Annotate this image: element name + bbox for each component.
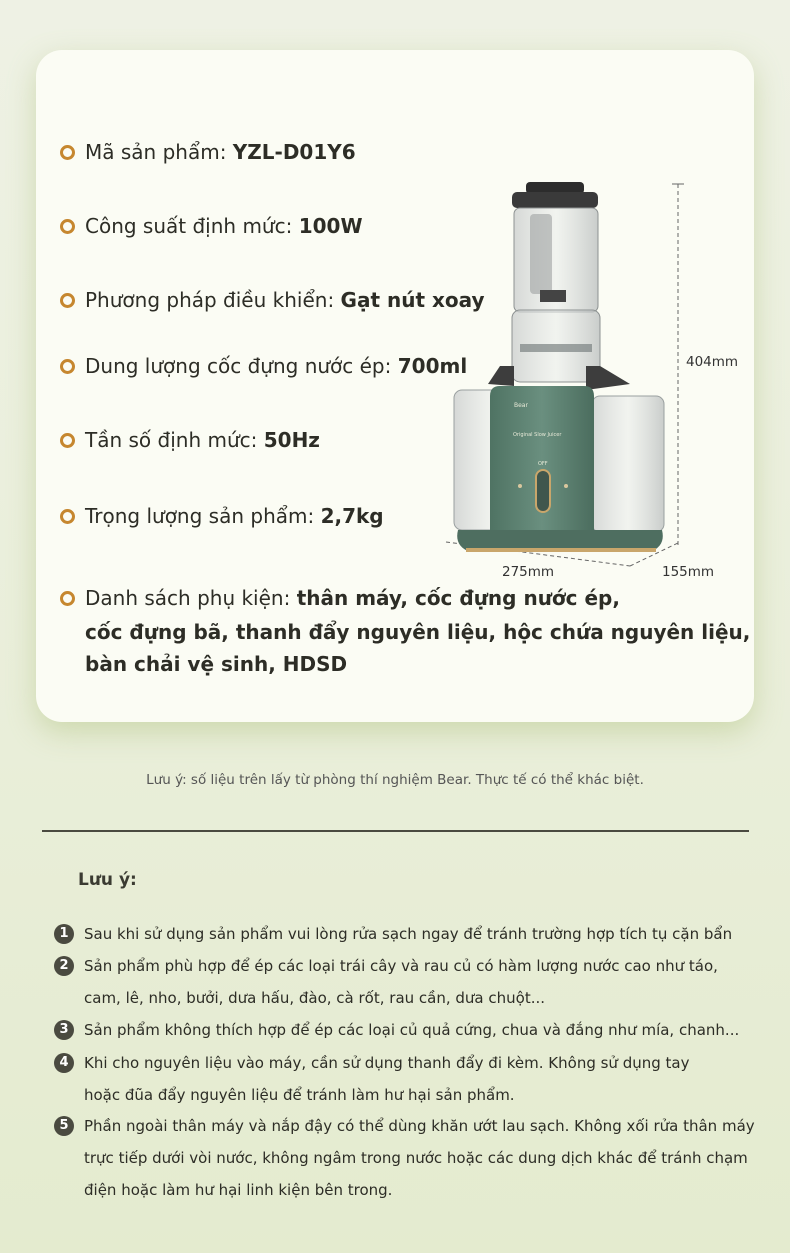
number-badge-icon: 1 (54, 924, 74, 944)
divider (42, 830, 749, 832)
number-badge-icon: 5 (54, 1116, 74, 1136)
accessories-line: bàn chải vệ sinh, HDSD (85, 652, 348, 676)
note-line: cam, lê, nho, bưởi, dưa hấu, đào, cà rốt, rau cần, dưa chuột... (84, 989, 546, 1007)
spec-value: 2,7kg (320, 504, 384, 528)
spec-value: Gạt nút xoay (340, 288, 485, 312)
note-item (54, 918, 764, 950)
note-line: hoặc đũa đẩy nguyên liệu để tránh làm hư hại sản phẩm. (84, 1086, 515, 1104)
height-dimension: 404mm (686, 354, 739, 370)
panel-model-text: Original Slow Juicer (513, 432, 562, 438)
note-line: điện hoặc làm hư hại linh kiện bên trong. (84, 1181, 393, 1199)
note-line: trực tiếp dưới vòi nước, không ngâm trong nước hoặc các dung dịch khác để tránh chạm (84, 1149, 748, 1167)
spec-value: 50Hz (263, 428, 320, 452)
number-badge-icon: 2 (54, 956, 74, 976)
spec-label: Dung lượng cốc đựng nước ép: (85, 354, 398, 378)
spec-label: Danh sách phụ kiện: (85, 586, 297, 610)
number-badge-icon: 4 (54, 1053, 74, 1073)
spec-label: Công suất định mức: (85, 214, 299, 238)
knob-label: OFF (538, 461, 548, 467)
note-item (54, 1014, 764, 1046)
depth-dimension: 155mm (662, 564, 715, 580)
width-dimension: 275mm (502, 564, 555, 580)
accessories-line: cốc đựng bã, thanh đẩy nguyên liệu, hộc chứa nguyên liệu, (85, 620, 751, 644)
footnote: Lưu ý: số liệu trên lấy từ phòng thí nghiệm Bear. Thực tế có thể khác biệt. (146, 772, 644, 788)
note-item (54, 1110, 764, 1206)
panel-brand-text: Bear (514, 402, 528, 409)
note-line: Phần ngoài thân máy và nắp đậy có thể dùng khăn ướt lau sạch. Không xối rửa thân máy (84, 1117, 755, 1135)
spec-label: Tần số định mức: (85, 428, 264, 452)
note-line: Sản phẩm không thích hợp để ép các loại củ quả cứng, chua và đắng như mía, chanh... (84, 1021, 740, 1039)
number-badge-icon: 3 (54, 1020, 74, 1040)
spec-value: YZL-D01Y6 (232, 140, 356, 164)
note-line: Sau khi sử dụng sản phẩm vui lòng rửa sạch ngay để tránh trường hợp tích tụ cặn bẩn (84, 925, 733, 943)
note-item (54, 950, 764, 1014)
spec-value: thân máy, cốc đựng nước ép, (296, 586, 620, 610)
note-line: Khi cho nguyên liệu vào máy, cần sử dụng thanh đẩy đi kèm. Không sử dụng tay (84, 1054, 690, 1072)
spec-value: 700ml (397, 354, 468, 378)
spec-label: Mã sản phẩm: (85, 140, 233, 164)
notes-title: Lưu ý: (78, 870, 137, 890)
note-item (54, 1047, 764, 1111)
spec-value: 100W (298, 214, 363, 238)
spec-label: Trọng lượng sản phẩm: (85, 504, 321, 528)
spec-label: Phương pháp điều khiển: (85, 288, 341, 312)
note-line: Sản phẩm phù hợp để ép các loại trái cây và rau củ có hàm lượng nước cao như táo, (84, 957, 718, 975)
